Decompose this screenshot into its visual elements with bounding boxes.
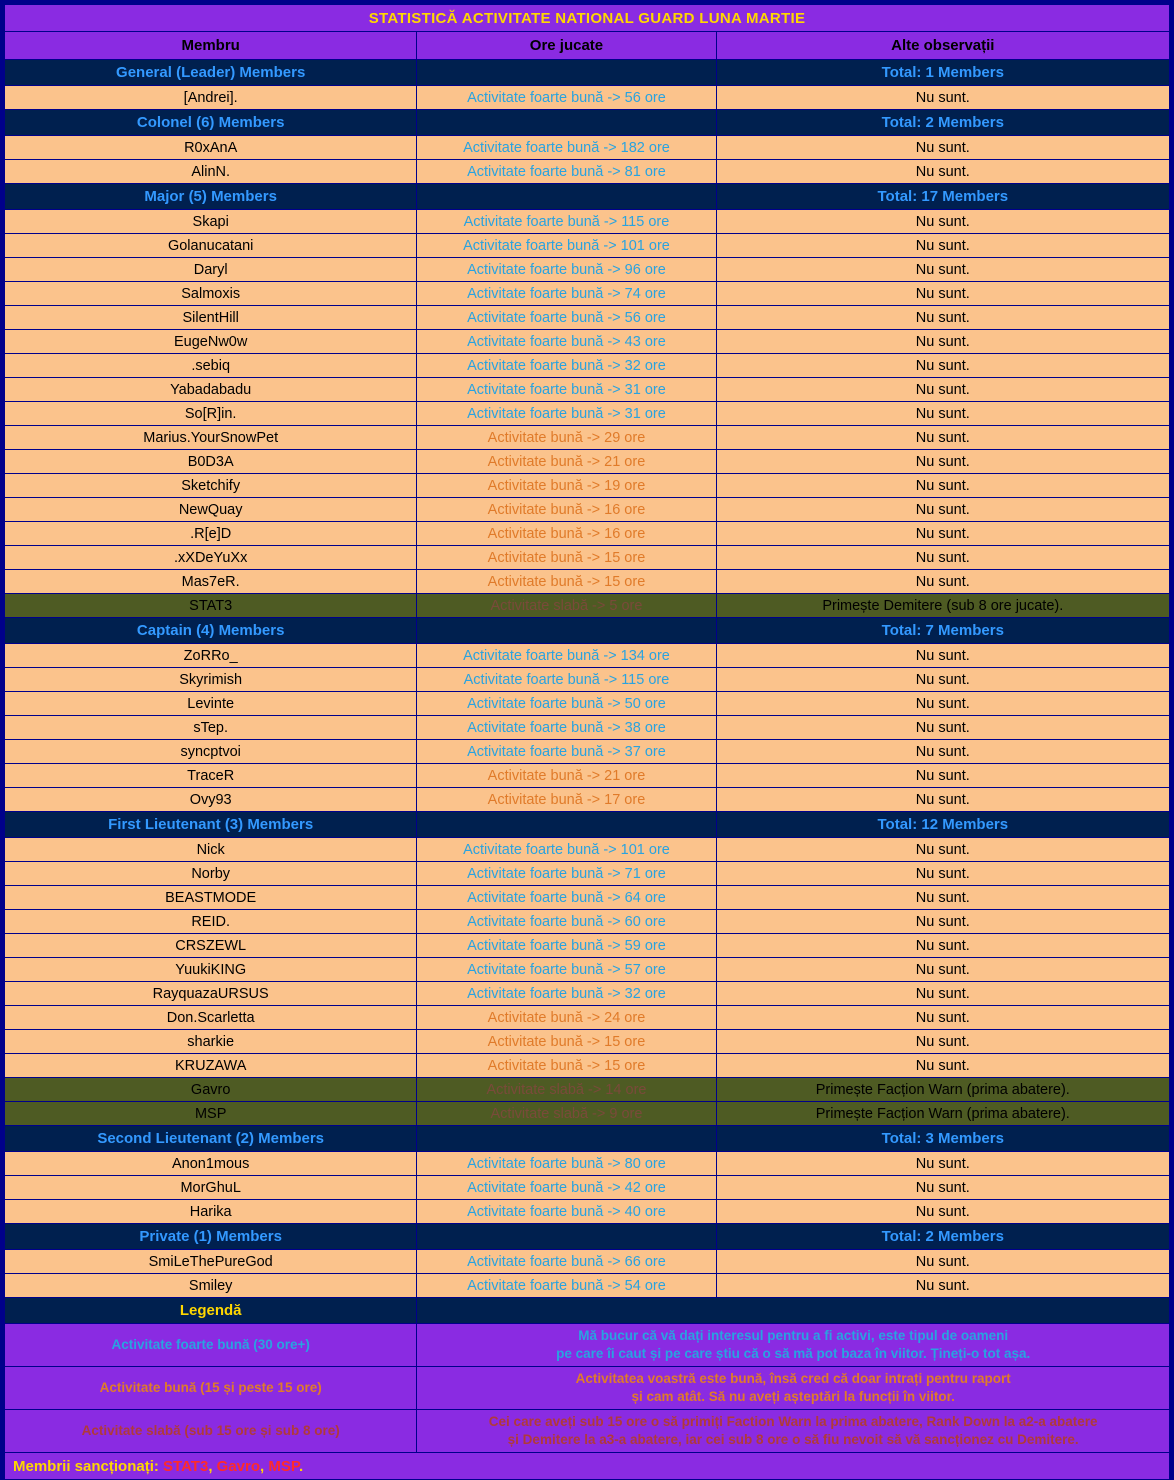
member-name: Don.Scarletta [5, 1006, 417, 1030]
member-activity: Activitate foarte bună -> 74 ore [417, 282, 716, 306]
member-observation: Nu sunt. [716, 86, 1169, 110]
member-observation: Nu sunt. [716, 426, 1169, 450]
sanctioned-label: Membrii sancționați: [13, 1457, 164, 1475]
member-activity: Activitate foarte bună -> 64 ore [417, 886, 716, 910]
member-observation: Nu sunt. [716, 1200, 1169, 1224]
member-name: SmiLeThePureGod [5, 1250, 417, 1274]
table-row [5, 450, 1170, 474]
rank-blank [417, 184, 716, 210]
legend-description-line1: Cei care aveți sub 15 ore o să primiți Faction Warn la prima abatere, Rank Down la a2-a abatere [488, 1414, 1098, 1429]
member-name: B0D3A [5, 450, 417, 474]
rank-header-row [5, 184, 1170, 210]
member-observation: Nu sunt. [716, 862, 1169, 886]
member-name: Levinte [5, 692, 417, 716]
rank-total: Total: 12 Members [716, 812, 1169, 838]
member-activity: Activitate foarte bună -> 54 ore [417, 1274, 716, 1298]
rank-label: First Lieutenant (3) Members [5, 812, 417, 838]
legend-label: Activitate foarte bună (30 ore+) [5, 1324, 417, 1367]
rank-label: Second Lieutenant (2) Members [5, 1126, 417, 1152]
rank-total: Total: 7 Members [716, 618, 1169, 644]
member-observation: Nu sunt. [716, 306, 1169, 330]
member-observation: Nu sunt. [716, 474, 1169, 498]
member-name: R0xAnA [5, 136, 417, 160]
member-observation: Nu sunt. [716, 1274, 1169, 1298]
member-name: Marius.YourSnowPet [5, 426, 417, 450]
member-observation: Nu sunt. [716, 740, 1169, 764]
rank-header-row [5, 110, 1170, 136]
rank-label: Captain (4) Members [5, 618, 417, 644]
member-activity: Activitate foarte bună -> 81 ore [417, 160, 716, 184]
table-body [5, 5, 1170, 1480]
member-name: [Andrei]. [5, 86, 417, 110]
member-activity: Activitate bună -> 21 ore [417, 764, 716, 788]
member-observation: Nu sunt. [716, 982, 1169, 1006]
member-activity: Activitate bună -> 16 ore [417, 498, 716, 522]
legend-description-line1: Mă bucur că vă dați interesul pentru a fi activi, este tipul de oameni [578, 1328, 1009, 1343]
table-row [5, 886, 1170, 910]
member-observation: Nu sunt. [716, 210, 1169, 234]
legend-row [5, 1324, 1170, 1367]
rank-header-row [5, 60, 1170, 86]
table-row [5, 982, 1170, 1006]
sanctioned-end: . [298, 1457, 304, 1475]
legend-label: Activitate slabă (sub 15 ore și sub 8 ore) [5, 1410, 417, 1453]
member-activity: Activitate bună -> 15 ore [417, 546, 716, 570]
table-row [5, 1274, 1170, 1298]
footer-row [5, 1453, 1170, 1480]
member-activity: Activitate bună -> 29 ore [417, 426, 716, 450]
member-activity: Activitate foarte bună -> 182 ore [417, 136, 716, 160]
member-name: Salmoxis [5, 282, 417, 306]
table-row [5, 258, 1170, 282]
member-observation: Nu sunt. [716, 330, 1169, 354]
table-row [5, 1176, 1170, 1200]
member-activity: Activitate bună -> 21 ore [417, 450, 716, 474]
member-name: YuukiKING [5, 958, 417, 982]
member-observation: Nu sunt. [716, 378, 1169, 402]
member-observation: Nu sunt. [716, 1152, 1169, 1176]
table-row [5, 1152, 1170, 1176]
member-name: KRUZAWA [5, 1054, 417, 1078]
member-observation: Nu sunt. [716, 234, 1169, 258]
member-activity: Activitate foarte bună -> 101 ore [417, 838, 716, 862]
member-name: .R[e]D [5, 522, 417, 546]
legend-description-line2: pe care îi caut și pe care știu că o să mă pot baza în viitor. Țineți-o tot așa. [556, 1346, 1031, 1361]
rank-total: Total: 2 Members [716, 110, 1169, 136]
table-row [5, 86, 1170, 110]
member-observation: Primește Facțion Warn (prima abatere). [716, 1102, 1169, 1126]
table-row [5, 1200, 1170, 1224]
member-name: sTep. [5, 716, 417, 740]
member-observation: Nu sunt. [716, 1176, 1169, 1200]
legend-description [417, 1324, 1170, 1367]
member-name: REID. [5, 910, 417, 934]
table-row [5, 1054, 1170, 1078]
sanctioned-members-footer [5, 1453, 1170, 1480]
member-name: Golanucatani [5, 234, 417, 258]
member-name: .sebiq [5, 354, 417, 378]
table-row [5, 234, 1170, 258]
member-observation: Nu sunt. [716, 788, 1169, 812]
rank-header-row [5, 1126, 1170, 1152]
member-name: CRSZEWL [5, 934, 417, 958]
member-observation: Nu sunt. [716, 546, 1169, 570]
table-row [5, 522, 1170, 546]
member-name: ZoRRo_ [5, 644, 417, 668]
rank-total: Total: 2 Members [716, 1224, 1169, 1250]
rank-label: Major (5) Members [5, 184, 417, 210]
member-name: Mas7eR. [5, 570, 417, 594]
member-activity: Activitate foarte bună -> 66 ore [417, 1250, 716, 1274]
legend-description [417, 1367, 1170, 1410]
member-name: EugeNw0w [5, 330, 417, 354]
member-name: Ovy93 [5, 788, 417, 812]
member-name: Anon1mous [5, 1152, 417, 1176]
member-observation: Nu sunt. [716, 354, 1169, 378]
member-observation: Nu sunt. [716, 498, 1169, 522]
member-activity: Activitate bună -> 17 ore [417, 788, 716, 812]
table-row [5, 546, 1170, 570]
member-name: NewQuay [5, 498, 417, 522]
header-row [5, 32, 1170, 60]
member-name: TraceR [5, 764, 417, 788]
member-activity: Activitate bună -> 15 ore [417, 570, 716, 594]
legend-title-blank [417, 1298, 1170, 1324]
rank-total: Total: 17 Members [716, 184, 1169, 210]
member-name: Harika [5, 1200, 417, 1224]
member-observation: Nu sunt. [716, 1030, 1169, 1054]
table-row [5, 330, 1170, 354]
activity-statistics-table [4, 4, 1170, 1480]
member-activity: Activitate foarte bună -> 96 ore [417, 258, 716, 282]
rank-blank [417, 812, 716, 838]
member-observation: Nu sunt. [716, 910, 1169, 934]
member-name: Skyrimish [5, 668, 417, 692]
sanctioned-member-name: MSP [268, 1457, 299, 1475]
sanctioned-separator: , [208, 1457, 217, 1475]
table-row [5, 862, 1170, 886]
member-activity: Activitate bună -> 16 ore [417, 522, 716, 546]
member-observation: Nu sunt. [716, 450, 1169, 474]
rank-label: Colonel (6) Members [5, 110, 417, 136]
member-observation: Nu sunt. [716, 522, 1169, 546]
member-name: syncptvoi [5, 740, 417, 764]
table-row [5, 570, 1170, 594]
member-name: sharkie [5, 1030, 417, 1054]
member-name: So[R]in. [5, 402, 417, 426]
column-header-hours: Ore jucate [417, 32, 716, 60]
member-observation: Nu sunt. [716, 692, 1169, 716]
rank-header-row [5, 812, 1170, 838]
legend-description-line2: și Demitere la a3-a abatere, iar cei sub 8 ore o să fiu nevoit să vă sancționez cu Demitere. [507, 1432, 1079, 1447]
member-observation: Nu sunt. [716, 934, 1169, 958]
member-observation: Nu sunt. [716, 282, 1169, 306]
member-activity: Activitate foarte bună -> 80 ore [417, 1152, 716, 1176]
member-observation: Nu sunt. [716, 838, 1169, 862]
column-header-observations: Alte observații [716, 32, 1169, 60]
member-activity: Activitate foarte bună -> 43 ore [417, 330, 716, 354]
table-row [5, 910, 1170, 934]
member-observation: Nu sunt. [716, 716, 1169, 740]
member-activity: Activitate foarte bună -> 101 ore [417, 234, 716, 258]
table-row [5, 426, 1170, 450]
member-activity: Activitate foarte bună -> 60 ore [417, 910, 716, 934]
member-name: Skapi [5, 210, 417, 234]
table-row [5, 1030, 1170, 1054]
member-observation: Nu sunt. [716, 1054, 1169, 1078]
member-name: RayquazaURSUS [5, 982, 417, 1006]
table-row [5, 498, 1170, 522]
member-activity: Activitate foarte bună -> 37 ore [417, 740, 716, 764]
member-activity: Activitate foarte bună -> 42 ore [417, 1176, 716, 1200]
table-row [5, 668, 1170, 692]
table-row [5, 160, 1170, 184]
member-activity: Activitate slabă -> 9 ore [417, 1102, 716, 1126]
member-observation: Primește Demitere (sub 8 ore jucate). [716, 594, 1169, 618]
member-activity: Activitate foarte bună -> 56 ore [417, 86, 716, 110]
member-observation: Nu sunt. [716, 1250, 1169, 1274]
member-observation: Nu sunt. [716, 136, 1169, 160]
table-row [5, 354, 1170, 378]
sanctioned-member-name: STAT3 [163, 1457, 209, 1475]
rank-blank [417, 618, 716, 644]
rank-blank [417, 60, 716, 86]
table-row [5, 644, 1170, 668]
table-row [5, 1006, 1170, 1030]
table-row [5, 958, 1170, 982]
legend-title-row [5, 1298, 1170, 1324]
rank-blank [417, 1126, 716, 1152]
rank-header-row [5, 1224, 1170, 1250]
member-activity: Activitate foarte bună -> 115 ore [417, 210, 716, 234]
table-row [5, 282, 1170, 306]
table-row [5, 764, 1170, 788]
member-name: Gavro [5, 1078, 417, 1102]
rank-label: Private (1) Members [5, 1224, 417, 1250]
legend-description-line1: Activitatea voastră este bună, însă cred că doar intrați pentru raport [575, 1371, 1011, 1386]
member-activity: Activitate foarte bună -> 134 ore [417, 644, 716, 668]
column-header-member: Membru [5, 32, 417, 60]
member-name: Yabadabadu [5, 378, 417, 402]
legend-row [5, 1410, 1170, 1453]
member-activity: Activitate foarte bună -> 32 ore [417, 354, 716, 378]
table-row [5, 1078, 1170, 1102]
sanctioned-member-name: Gavro [216, 1457, 261, 1475]
member-name: SilentHill [5, 306, 417, 330]
table-row [5, 1250, 1170, 1274]
legend-row [5, 1367, 1170, 1410]
legend-description-line2: și cam atât. Să nu aveți așteptări la funcții în viitor. [631, 1389, 955, 1404]
page-title: STATISTICĂ ACTIVITATE NATIONAL GUARD LUNA MARTIE [5, 5, 1170, 32]
table-row [5, 934, 1170, 958]
member-activity: Activitate foarte bună -> 31 ore [417, 402, 716, 426]
member-observation: Primește Facțion Warn (prima abatere). [716, 1078, 1169, 1102]
member-activity: Activitate bună -> 15 ore [417, 1054, 716, 1078]
table-row [5, 594, 1170, 618]
member-observation: Nu sunt. [716, 764, 1169, 788]
member-name: Smiley [5, 1274, 417, 1298]
table-row [5, 378, 1170, 402]
member-name: .xXDeYuXx [5, 546, 417, 570]
member-name: Nick [5, 838, 417, 862]
member-activity: Activitate slabă -> 14 ore [417, 1078, 716, 1102]
table-row [5, 474, 1170, 498]
member-name: Norby [5, 862, 417, 886]
member-observation: Nu sunt. [716, 668, 1169, 692]
table-row [5, 210, 1170, 234]
table-row [5, 402, 1170, 426]
member-activity: Activitate foarte bună -> 115 ore [417, 668, 716, 692]
member-observation: Nu sunt. [716, 958, 1169, 982]
member-activity: Activitate foarte bună -> 59 ore [417, 934, 716, 958]
member-activity: Activitate foarte bună -> 57 ore [417, 958, 716, 982]
member-activity: Activitate foarte bună -> 31 ore [417, 378, 716, 402]
member-activity: Activitate foarte bună -> 38 ore [417, 716, 716, 740]
member-activity: Activitate slabă -> 5 ore [417, 594, 716, 618]
legend-description [417, 1410, 1170, 1453]
rank-total: Total: 1 Members [716, 60, 1169, 86]
member-observation: Nu sunt. [716, 886, 1169, 910]
member-name: Sketchify [5, 474, 417, 498]
table-row [5, 692, 1170, 716]
member-activity: Activitate bună -> 15 ore [417, 1030, 716, 1054]
table-row [5, 1102, 1170, 1126]
rank-total: Total: 3 Members [716, 1126, 1169, 1152]
member-activity: Activitate bună -> 24 ore [417, 1006, 716, 1030]
title-row [5, 5, 1170, 32]
member-name: BEASTMODE [5, 886, 417, 910]
member-activity: Activitate foarte bună -> 71 ore [417, 862, 716, 886]
table-row [5, 136, 1170, 160]
legend-title: Legendă [5, 1298, 417, 1324]
member-activity: Activitate foarte bună -> 40 ore [417, 1200, 716, 1224]
table-row [5, 788, 1170, 812]
rank-blank [417, 110, 716, 136]
sanctioned-separator: , [260, 1457, 269, 1475]
member-activity: Activitate foarte bună -> 32 ore [417, 982, 716, 1006]
member-name: STAT3 [5, 594, 417, 618]
legend-label: Activitate bună (15 și peste 15 ore) [5, 1367, 417, 1410]
rank-label: General (Leader) Members [5, 60, 417, 86]
table-row [5, 838, 1170, 862]
table-row [5, 306, 1170, 330]
rank-header-row [5, 618, 1170, 644]
member-name: MSP [5, 1102, 417, 1126]
table-row [5, 740, 1170, 764]
member-observation: Nu sunt. [716, 258, 1169, 282]
member-observation: Nu sunt. [716, 160, 1169, 184]
member-observation: Nu sunt. [716, 1006, 1169, 1030]
table-row [5, 716, 1170, 740]
member-activity: Activitate foarte bună -> 50 ore [417, 692, 716, 716]
member-name: Daryl [5, 258, 417, 282]
member-activity: Activitate bună -> 19 ore [417, 474, 716, 498]
member-observation: Nu sunt. [716, 570, 1169, 594]
member-observation: Nu sunt. [716, 644, 1169, 668]
member-name: MorGhuL [5, 1176, 417, 1200]
member-observation: Nu sunt. [716, 402, 1169, 426]
member-name: AlinN. [5, 160, 417, 184]
rank-blank [417, 1224, 716, 1250]
member-activity: Activitate foarte bună -> 56 ore [417, 306, 716, 330]
